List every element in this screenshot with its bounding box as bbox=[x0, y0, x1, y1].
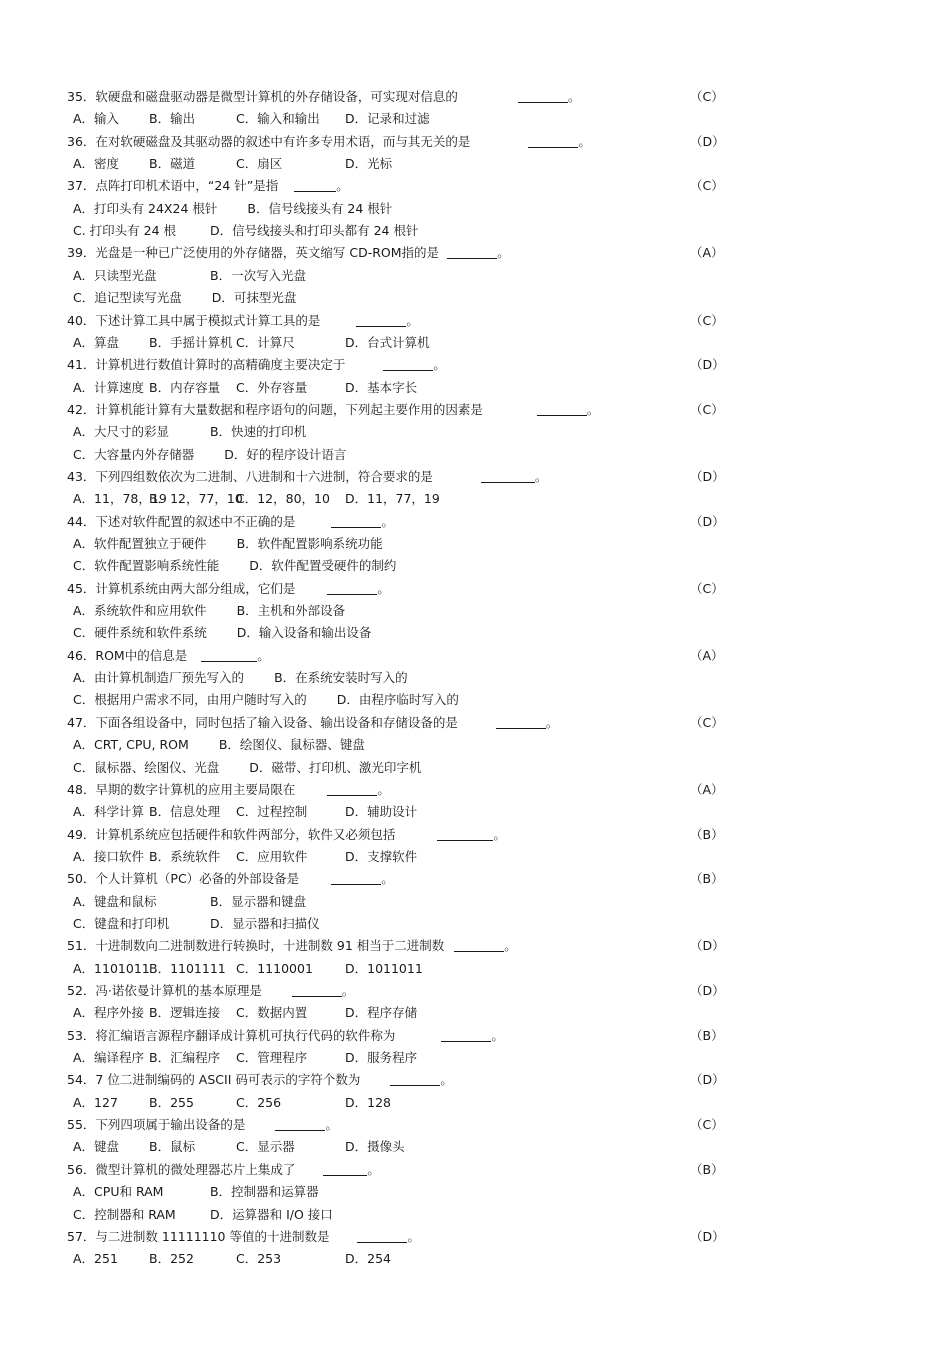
answer-blank bbox=[275, 1116, 325, 1131]
question-stem: 43．下列四组数依次为二进制、八进制和十六进制，符合要求的是 bbox=[67, 468, 433, 484]
question-row bbox=[0, 1025, 950, 1047]
option-a: A．算盘 bbox=[73, 334, 120, 350]
option-a: A．CPU和 RAM bbox=[73, 1184, 164, 1200]
question-stem: 53．将汇编语言源程序翻译成计算机可执行代码的软件称为 bbox=[67, 1027, 396, 1043]
question-stem: 56．微型计算机的微处理器芯片上集成了 bbox=[67, 1161, 296, 1177]
question-stem: 44．下述对软件配置的叙述中不正确的是 bbox=[67, 513, 296, 529]
period: 。 bbox=[491, 1027, 504, 1043]
option-a: A．计算速度 bbox=[73, 379, 145, 395]
options-row bbox=[0, 533, 950, 555]
option-b: B．磁道 bbox=[149, 156, 196, 172]
option-c: C．显示器 bbox=[236, 1139, 295, 1155]
option-b: D．输入设备和输出设备 bbox=[236, 625, 372, 641]
option-a: A．大尺寸的彩显 bbox=[73, 424, 170, 440]
question-row bbox=[0, 712, 950, 734]
answer-key: （C） bbox=[690, 401, 724, 417]
option-a: A．输入 bbox=[73, 111, 120, 127]
question-stem: 55．下列四项属于输出设备的是 bbox=[67, 1117, 246, 1133]
question-row bbox=[0, 466, 950, 488]
question-text bbox=[67, 175, 349, 197]
option-b: D．运算器和 I/O 接口 bbox=[210, 1206, 333, 1222]
option-d: D．记录和过滤 bbox=[345, 111, 430, 127]
option-b: B．信息处理 bbox=[149, 804, 221, 820]
answer-blank bbox=[518, 88, 568, 103]
question-row bbox=[0, 1226, 950, 1248]
question-stem: 39．光盘是一种已广泛使用的外存储器，英文缩写 CD-ROM指的是 bbox=[67, 245, 440, 261]
option-c: C．外存容量 bbox=[236, 379, 308, 395]
period: 。 bbox=[381, 871, 394, 887]
question-text bbox=[67, 86, 580, 108]
option-d: D．台式计算机 bbox=[345, 334, 430, 350]
period: 。 bbox=[433, 357, 446, 373]
question-text bbox=[67, 868, 394, 890]
answer-key: （C） bbox=[690, 312, 724, 328]
question-stem: 36．在对软硬磁盘及其驱动器的叙述中有许多专用术语，而与其无关的是 bbox=[67, 133, 471, 149]
option-a: A．1101011 bbox=[73, 960, 150, 976]
options-row bbox=[0, 600, 950, 622]
option-d: D．辅助设计 bbox=[345, 804, 418, 820]
option-c: C．应用软件 bbox=[236, 848, 308, 864]
option-a: A．软件配置独立于硬件 bbox=[73, 536, 207, 551]
question-text bbox=[67, 1025, 504, 1047]
option-b: B．快速的打印机 bbox=[210, 424, 307, 440]
option-a: A．打印头有 24X24 根针 bbox=[73, 200, 218, 216]
option-a: A．11，78，19 bbox=[73, 491, 167, 507]
answer-blank bbox=[357, 1228, 407, 1243]
options-row bbox=[0, 622, 950, 644]
options-row bbox=[0, 667, 950, 689]
option-b: B．主机和外部设备 bbox=[236, 603, 346, 619]
options-row bbox=[0, 220, 950, 242]
option-a: C. 打印头有 24 根 bbox=[73, 223, 177, 239]
option-b: D．可抹型光盘 bbox=[211, 290, 297, 306]
question-text bbox=[67, 131, 591, 153]
answer-blank bbox=[390, 1071, 440, 1086]
question-stem: 52．冯·诺依曼计算机的基本原理是 bbox=[67, 983, 262, 998]
option-d: D．基本字长 bbox=[345, 379, 418, 395]
question-row bbox=[0, 779, 950, 801]
answer-blank bbox=[454, 937, 504, 952]
option-a: C．键盘和打印机 bbox=[73, 915, 170, 931]
option-b: B．输出 bbox=[149, 111, 196, 127]
answer-blank bbox=[441, 1027, 491, 1042]
answer-key: （A） bbox=[690, 647, 724, 663]
question-stem: 35．软硬盘和磁盘驱动器是微型计算机的外存储设备，可实现对信息的 bbox=[67, 89, 458, 104]
options-row bbox=[0, 108, 950, 130]
question-row bbox=[0, 86, 950, 108]
answer-blank bbox=[327, 781, 377, 796]
question-text bbox=[67, 310, 419, 332]
option-a: C．大容量内外存储器 bbox=[73, 446, 195, 462]
option-b: B．绘图仪、鼠标器、键盘 bbox=[218, 737, 365, 753]
answer-key: （A） bbox=[690, 245, 724, 261]
question-row bbox=[0, 242, 950, 264]
question-stem: 41．计算机进行数值计算时的高精确度主要决定于 bbox=[67, 357, 346, 373]
answer-key: （D） bbox=[690, 133, 725, 149]
question-stem: 49．计算机系统应包括硬件和软件两部分，软件又必须包括 bbox=[67, 826, 396, 842]
answer-blank bbox=[294, 177, 336, 192]
options-row bbox=[0, 913, 950, 935]
period: 。 bbox=[341, 983, 355, 998]
option-b: D．好的程序设计语言 bbox=[224, 446, 347, 462]
period: 。 bbox=[381, 513, 394, 529]
option-b: D．由程序临时写入的 bbox=[336, 692, 459, 708]
question-row bbox=[0, 1114, 950, 1136]
option-a: A．键盘 bbox=[73, 1139, 120, 1155]
answer-key: （C） bbox=[690, 178, 724, 194]
answer-key: （D） bbox=[690, 513, 725, 529]
options-row bbox=[0, 1204, 950, 1226]
question-text bbox=[67, 1114, 338, 1136]
question-stem: 42．计算机能计算有大量数据和程序语句的问题，下列起主要作用的因素是 bbox=[67, 401, 483, 417]
question-row bbox=[0, 868, 950, 890]
question-text bbox=[67, 645, 270, 667]
period: 。 bbox=[325, 1117, 338, 1133]
question-row bbox=[0, 980, 950, 1002]
question-row bbox=[0, 824, 950, 846]
answer-key: （D） bbox=[690, 468, 725, 484]
option-d: D．摄像头 bbox=[345, 1139, 405, 1155]
question-text bbox=[67, 824, 506, 846]
answer-key: （C） bbox=[690, 580, 724, 596]
answer-key: （D） bbox=[690, 983, 725, 998]
question-text bbox=[67, 980, 354, 1002]
options-row bbox=[0, 734, 950, 756]
question-text bbox=[67, 712, 558, 734]
period: 。 bbox=[336, 178, 349, 194]
option-b: B．鼠标 bbox=[149, 1139, 196, 1155]
question-stem: 37．点阵打印机术语中，“24 针”是指 bbox=[67, 178, 279, 194]
question-row bbox=[0, 935, 950, 957]
option-d: D．11，77，19 bbox=[345, 491, 440, 507]
option-a: A．科学计算 bbox=[73, 804, 145, 820]
option-b: B．1101111 bbox=[149, 960, 226, 976]
question-text bbox=[67, 935, 517, 957]
answer-blank bbox=[327, 580, 377, 595]
question-stem: 57．与二进制数 11111110 等值的十进制数是 bbox=[67, 1228, 330, 1244]
options-row bbox=[0, 421, 950, 443]
option-a: C．根据用户需求不同，由用户随时写入的 bbox=[73, 692, 307, 708]
option-c: C．扇区 bbox=[236, 156, 283, 172]
period: 。 bbox=[545, 714, 559, 730]
question-text bbox=[67, 578, 390, 600]
options-row bbox=[0, 444, 950, 466]
answer-blank bbox=[292, 982, 342, 997]
option-d: D．254 bbox=[345, 1251, 391, 1267]
answer-key: （C） bbox=[690, 89, 724, 104]
answer-key: （A） bbox=[690, 781, 724, 797]
options-row bbox=[0, 153, 950, 175]
period: 。 bbox=[367, 1161, 380, 1177]
options-row bbox=[0, 332, 950, 354]
question-row bbox=[0, 1159, 950, 1181]
option-b: B．逻辑连接 bbox=[149, 1005, 221, 1021]
answer-blank bbox=[481, 468, 535, 483]
option-c: C．管理程序 bbox=[236, 1050, 308, 1066]
options-row bbox=[0, 265, 950, 287]
period: 。 bbox=[493, 826, 506, 842]
answer-key: （B） bbox=[690, 826, 724, 842]
question-text bbox=[67, 242, 510, 264]
question-stem: 48．早期的数字计算机的应用主要局限在 bbox=[67, 781, 296, 797]
option-c: C．256 bbox=[236, 1094, 282, 1110]
question-row bbox=[0, 578, 950, 600]
question-text bbox=[67, 1226, 420, 1248]
option-b: D．软件配置受硬件的制约 bbox=[249, 558, 397, 574]
option-a: A．只读型光盘 bbox=[73, 267, 157, 283]
options-row bbox=[0, 958, 950, 980]
option-c: C．计算尺 bbox=[236, 334, 295, 350]
option-c: C．253 bbox=[236, 1251, 282, 1267]
question-stem: 51．十进制数向二进制数进行转换时，十进制数 91 相当于二进制数 bbox=[67, 938, 445, 954]
question-row bbox=[0, 645, 950, 667]
options-row bbox=[0, 198, 950, 220]
answer-blank bbox=[447, 244, 497, 259]
question-text bbox=[67, 1069, 453, 1091]
period: 。 bbox=[497, 245, 510, 261]
option-b: B．一次写入光盘 bbox=[210, 267, 307, 283]
options-row bbox=[0, 287, 950, 309]
option-b: B．软件配置影响系统功能 bbox=[236, 536, 383, 551]
option-c: C．1110001 bbox=[236, 960, 313, 976]
question-text bbox=[67, 511, 394, 533]
options-row bbox=[0, 801, 950, 823]
question-row bbox=[0, 131, 950, 153]
question-stem: 54．7 位二进制编码的 ASCII 码可表示的字符个数为 bbox=[67, 1072, 361, 1088]
option-a: A．键盘和鼠标 bbox=[73, 893, 157, 909]
question-text bbox=[67, 354, 446, 376]
options-row bbox=[0, 846, 950, 868]
answer-key: （B） bbox=[690, 871, 724, 887]
option-d: D．服务程序 bbox=[345, 1050, 418, 1066]
answer-blank bbox=[496, 714, 546, 729]
period: 。 bbox=[440, 1072, 453, 1088]
option-d: D．1011011 bbox=[345, 960, 423, 976]
period: 。 bbox=[377, 781, 390, 797]
question-row bbox=[0, 310, 950, 332]
option-a: A．编译程序 bbox=[73, 1050, 145, 1066]
answer-blank bbox=[528, 133, 578, 148]
question-row bbox=[0, 1069, 950, 1091]
question-row bbox=[0, 511, 950, 533]
period: 。 bbox=[377, 580, 390, 596]
option-c: C．过程控制 bbox=[236, 804, 308, 820]
question-stem: 45．计算机系统由两大部分组成，它们是 bbox=[67, 580, 296, 596]
period: 。 bbox=[504, 938, 517, 954]
option-b: D．显示器和扫描仪 bbox=[210, 915, 320, 931]
options-row bbox=[0, 1181, 950, 1203]
question-row bbox=[0, 399, 950, 421]
period: 。 bbox=[534, 468, 548, 484]
options-row bbox=[0, 555, 950, 577]
option-d: D．支撑软件 bbox=[345, 848, 418, 864]
question-stem: 50．个人计算机（PC）必备的外部设备是 bbox=[67, 871, 300, 887]
answer-key: （C） bbox=[690, 714, 724, 730]
period: 。 bbox=[257, 647, 270, 663]
option-b: B．汇编程序 bbox=[149, 1050, 221, 1066]
question-text bbox=[67, 779, 390, 801]
answer-blank bbox=[323, 1161, 367, 1176]
option-d: D．光标 bbox=[345, 156, 393, 172]
option-c: C．12，80，10 bbox=[236, 491, 330, 507]
question-text bbox=[67, 466, 547, 488]
period: 。 bbox=[567, 89, 581, 104]
option-a: C．硬件系统和软件系统 bbox=[73, 625, 207, 641]
question-stem: 46．ROM中的信息是 bbox=[67, 647, 188, 663]
option-b: B．显示器和键盘 bbox=[210, 893, 307, 909]
question-row bbox=[0, 175, 950, 197]
answer-blank bbox=[383, 356, 433, 371]
options-row bbox=[0, 1248, 950, 1270]
option-a: C．控制器和 RAM bbox=[73, 1206, 176, 1222]
option-a: A．127 bbox=[73, 1094, 118, 1110]
answer-blank bbox=[356, 312, 406, 327]
options-row bbox=[0, 1136, 950, 1158]
period: 。 bbox=[586, 401, 600, 417]
option-a: C．鼠标器、绘图仪、光盘 bbox=[73, 759, 220, 775]
question-stem: 40．下述计算工具中属于模拟式计算工具的是 bbox=[67, 312, 321, 328]
option-b: D．磁带、打印机、激光印字机 bbox=[249, 759, 422, 775]
period: 。 bbox=[406, 312, 419, 328]
question-stem: 47．下面各组设备中，同时包括了输入设备、输出设备和存储设备的是 bbox=[67, 714, 458, 730]
answer-key: （B） bbox=[690, 1161, 724, 1177]
option-b: B．在系统安装时写入的 bbox=[274, 670, 408, 686]
options-row bbox=[0, 377, 950, 399]
answer-key: （D） bbox=[690, 1072, 725, 1088]
option-b: B．系统软件 bbox=[149, 848, 221, 864]
answer-blank bbox=[331, 870, 381, 885]
answer-blank bbox=[331, 513, 381, 528]
option-b: B．信号线接头有 24 根针 bbox=[247, 200, 393, 216]
option-b: B．255 bbox=[149, 1094, 194, 1110]
answer-key: （B） bbox=[690, 1027, 724, 1043]
options-row bbox=[0, 1047, 950, 1069]
answer-blank bbox=[201, 647, 257, 662]
option-c: C．输入和输出 bbox=[236, 111, 320, 127]
options-row bbox=[0, 757, 950, 779]
option-a: A．由计算机制造厂预先写入的 bbox=[73, 670, 245, 686]
option-d: D．程序存储 bbox=[345, 1005, 418, 1021]
option-b: D．信号线接头和打印头都有 24 根针 bbox=[210, 223, 419, 239]
answer-key: （D） bbox=[690, 357, 725, 373]
option-b: B．控制器和运算器 bbox=[210, 1184, 319, 1200]
question-text bbox=[67, 1159, 380, 1181]
options-row bbox=[0, 488, 950, 510]
option-d: D．128 bbox=[345, 1094, 391, 1110]
period: 。 bbox=[578, 133, 591, 149]
question-text bbox=[67, 399, 599, 421]
option-a: A．251 bbox=[73, 1251, 118, 1267]
option-a: A．CRT, CPU, ROM bbox=[73, 737, 189, 753]
option-a: A．密度 bbox=[73, 156, 120, 172]
option-a: C．追记型读写光盘 bbox=[73, 290, 182, 306]
option-a: A．系统软件和应用软件 bbox=[73, 603, 207, 619]
options-row bbox=[0, 689, 950, 711]
option-b: B．252 bbox=[149, 1251, 194, 1267]
options-row bbox=[0, 1002, 950, 1024]
options-row bbox=[0, 1092, 950, 1114]
question-row bbox=[0, 354, 950, 376]
option-a: A．程序外接 bbox=[73, 1005, 145, 1021]
option-a: C．软件配置影响系统性能 bbox=[73, 558, 220, 574]
answer-key: （D） bbox=[690, 1228, 725, 1244]
option-b: B．手摇计算机 bbox=[149, 334, 233, 350]
options-row bbox=[0, 891, 950, 913]
option-b: B．12，77，10 bbox=[149, 491, 243, 507]
period: 。 bbox=[407, 1228, 420, 1244]
answer-blank bbox=[537, 401, 587, 416]
answer-key: （C） bbox=[690, 1117, 724, 1133]
option-c: C．数据内置 bbox=[236, 1005, 308, 1021]
answer-blank bbox=[437, 826, 493, 841]
answer-key: （D） bbox=[690, 938, 725, 954]
option-a: A．接口软件 bbox=[73, 848, 145, 864]
option-b: B．内存容量 bbox=[149, 379, 221, 395]
